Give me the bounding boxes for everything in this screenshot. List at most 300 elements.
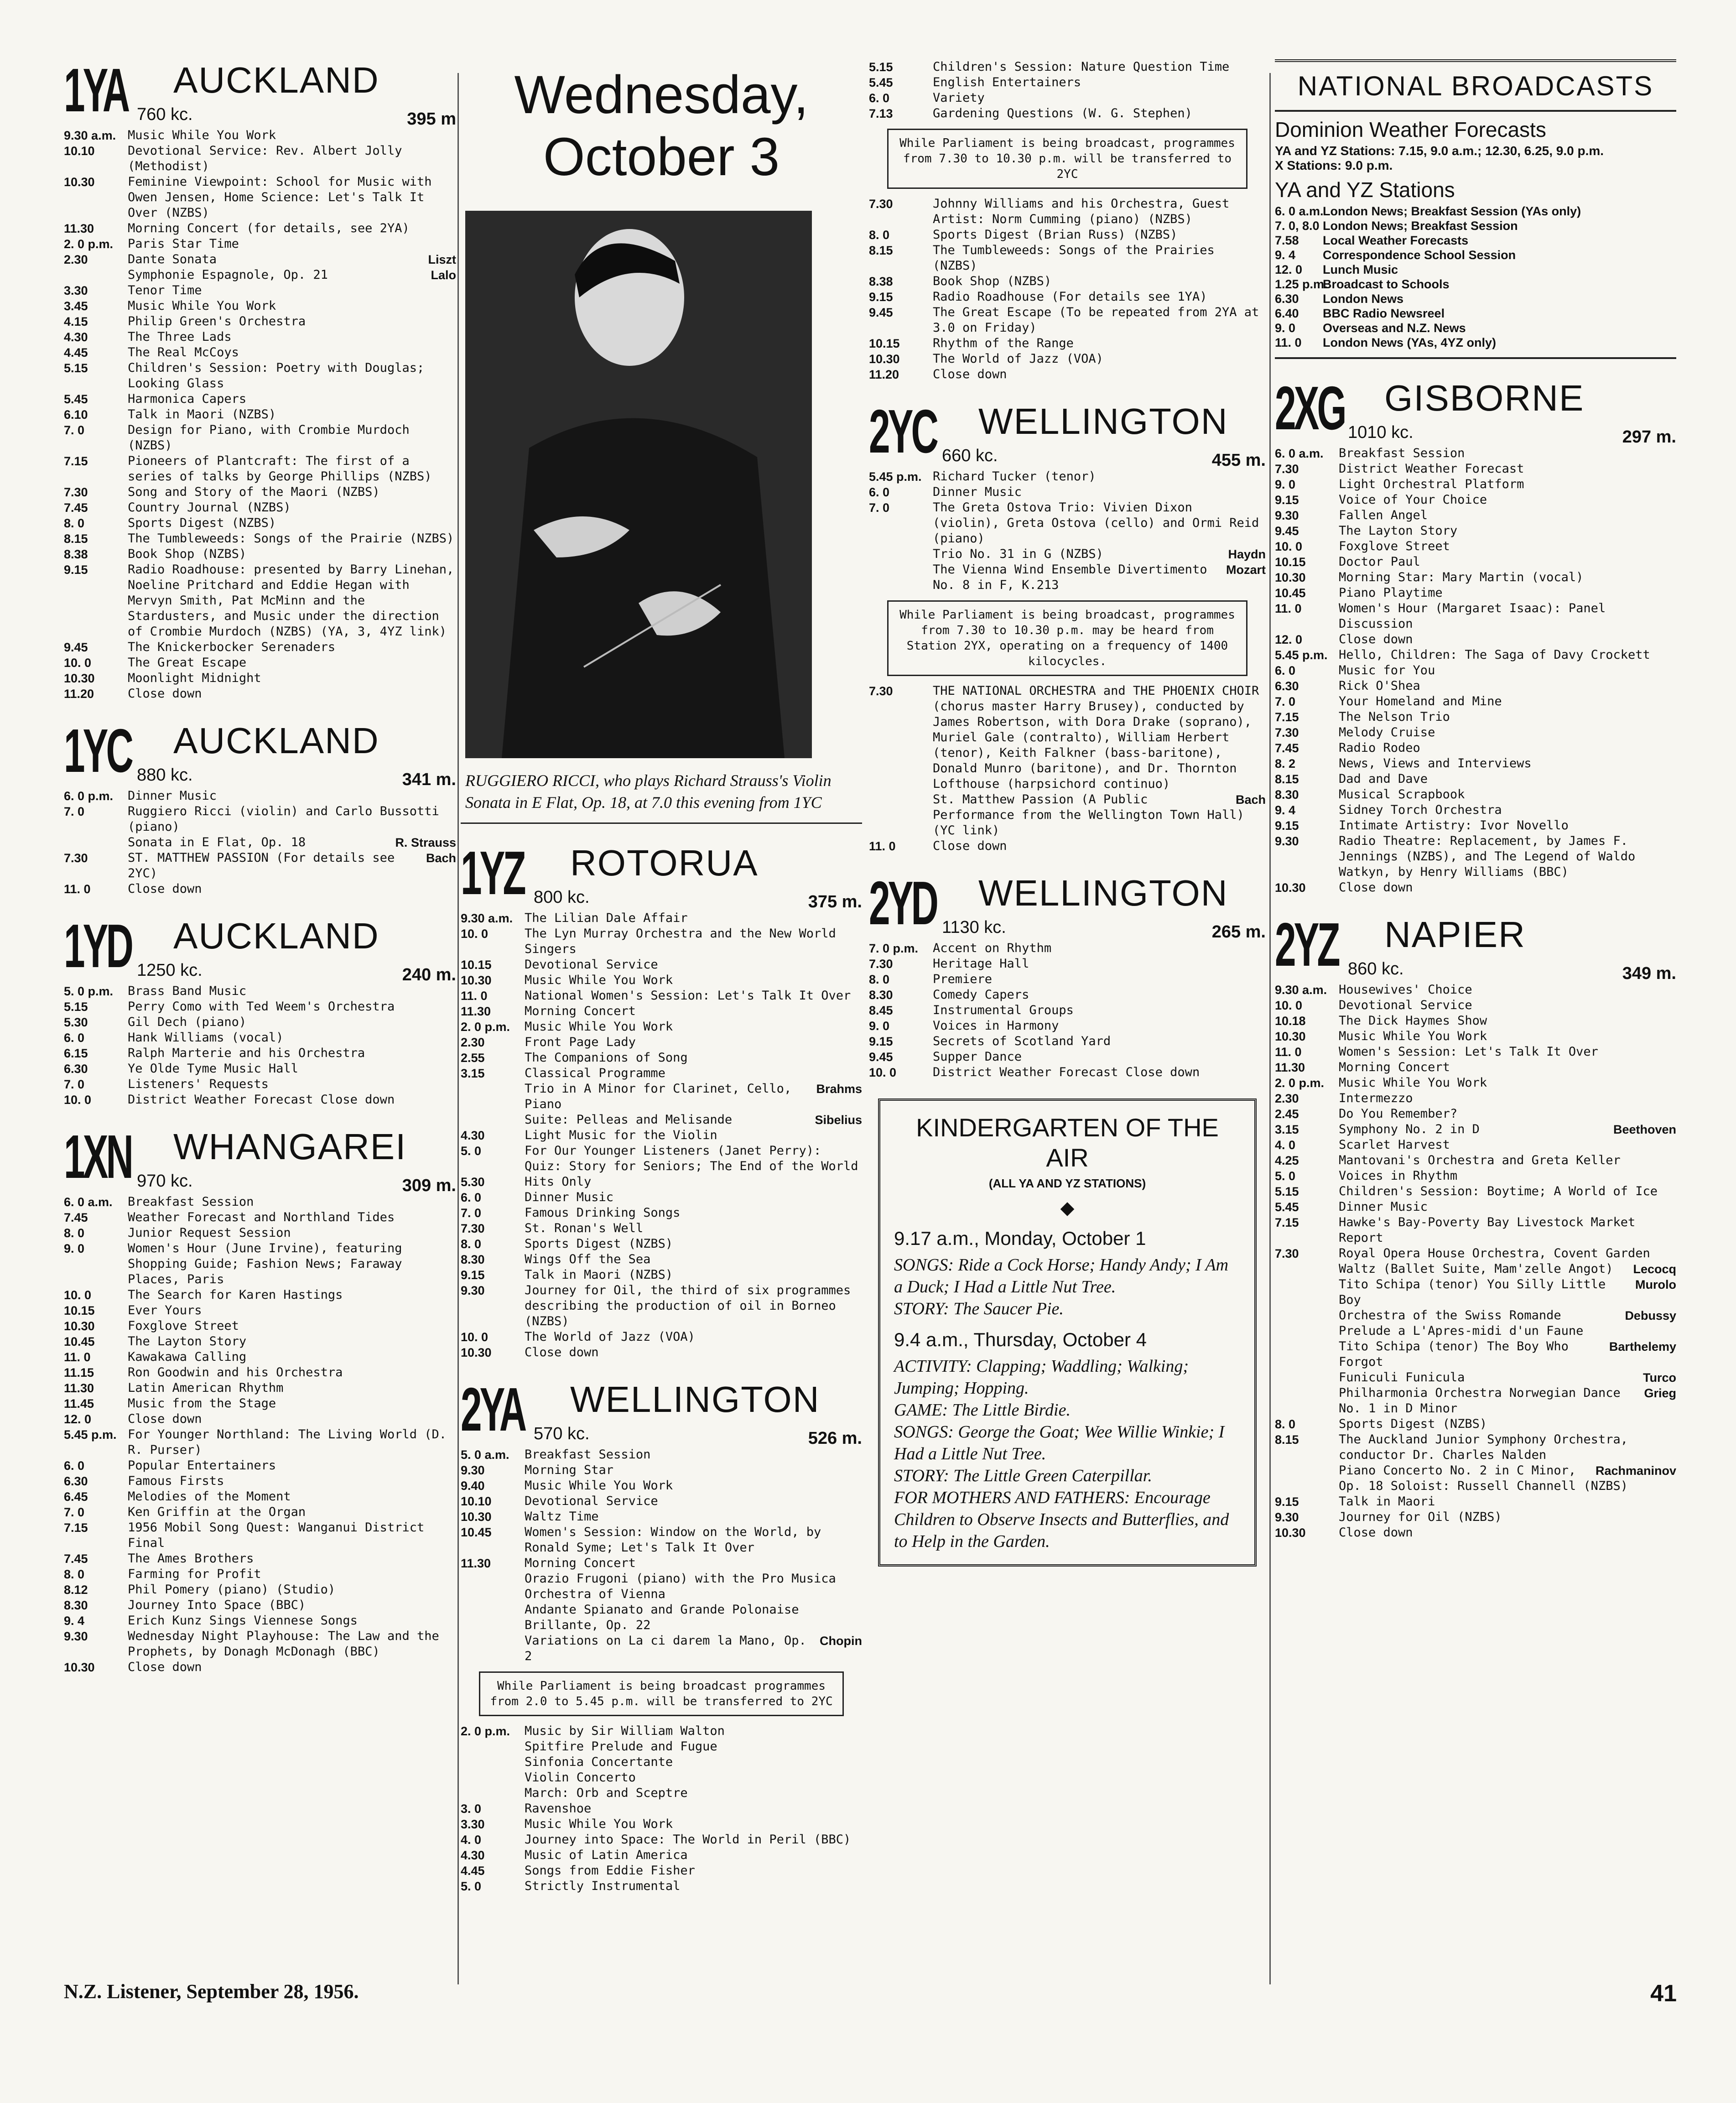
entry-programme: Piano Playtime: [1339, 586, 1443, 600]
entry-programme: Dante Sonata: [128, 252, 217, 266]
schedule-entry: [64, 1092, 456, 1108]
kindergarten-heading: 9.4 a.m., Thursday, October 4: [894, 1329, 1147, 1350]
column-3: [869, 59, 1266, 1567]
national-row: [1275, 277, 1676, 292]
schedule-entry: [869, 59, 1266, 75]
entry-programme: Perry Como with Ted Weem's Orchestra: [128, 999, 395, 1014]
entry-time: 2.30: [1275, 1092, 1299, 1105]
entry-time: 4.25: [1275, 1154, 1299, 1167]
schedule-entry: [1275, 1463, 1676, 1494]
entry-programme: Sonata in E Flat, Op. 18: [128, 835, 306, 849]
entry-time: 10.30: [1275, 1526, 1306, 1540]
schedule-entry: [64, 360, 456, 391]
schedule-entry: [64, 391, 456, 407]
entry-time: 6. 0: [869, 485, 890, 499]
callsign: 1YD: [64, 911, 131, 980]
entry-time: 6. 0: [1275, 664, 1296, 677]
schedule-entry: [1275, 1199, 1676, 1215]
schedule-entry: [64, 1077, 456, 1092]
entry-programme: Supper Dance: [933, 1050, 1022, 1064]
kindergarten-subtitle: (ALL YA AND YZ STATIONS): [988, 1176, 1146, 1190]
entry-programme: The World of Jazz (VOA): [933, 352, 1103, 366]
entry-programme: English Entertainers: [933, 75, 1081, 89]
entry-programme: The Auckland Junior Symphony Orchestra, conductor Dr. Charles Nalden: [1339, 1432, 1628, 1462]
schedule-entry: [64, 252, 456, 267]
entry-programme: Design for Piano, with Crombie Murdoch (NZBS): [128, 423, 410, 453]
schedule-entry: [869, 305, 1266, 336]
schedule-list: [869, 59, 1266, 121]
entry-time: 7.15: [1275, 710, 1299, 724]
schedule-entry: [64, 1629, 456, 1660]
schedule-entry: [64, 1061, 456, 1077]
national-row: [1275, 292, 1676, 306]
entry-programme: Mantovani's Orchestra and Greta Keller: [1339, 1153, 1621, 1167]
schedule-list: [461, 1723, 862, 1894]
entry-programme: Children's Session: Boytime; A World of Ice: [1339, 1184, 1658, 1198]
entry-time: 3.30: [461, 1817, 485, 1831]
schedule-entry: [1275, 1308, 1676, 1339]
schedule-entry: [1275, 492, 1676, 508]
kindergarten-line: GAME: The Little Birdie.: [894, 1400, 1071, 1420]
schedule-entry: [869, 274, 1266, 289]
entry-programme: Ron Goodwin and his Orchestra: [128, 1365, 343, 1379]
schedule-entry: [869, 469, 1266, 484]
schedule-entry: [461, 1252, 862, 1267]
entry-time: 7.45: [64, 1552, 88, 1566]
schedule-entry: [1275, 1044, 1676, 1060]
entry-programme: Wednesday Night Playhouse: The Law and the Prophets, by Donagh McDonagh (BBC): [128, 1629, 439, 1659]
entry-time: 11.30: [1275, 1061, 1305, 1074]
entry-programme: Tenor Time: [128, 283, 202, 297]
entry-time: 4.30: [64, 330, 88, 344]
schedule-entry: [1275, 446, 1676, 461]
entry-programme: The Nelson Trio: [1339, 710, 1450, 724]
schedule-entry: [461, 1004, 862, 1019]
national-rows: [1275, 204, 1676, 350]
entry-time: 3.15: [1275, 1123, 1299, 1136]
entry-time: 5. 0: [461, 1879, 482, 1893]
entry-programme: Close down: [128, 882, 202, 896]
station-2ya-continued: [869, 59, 1266, 382]
schedule-entry: [1275, 1075, 1676, 1091]
frequency: 760 kc.: [137, 105, 193, 124]
entry-time: 4.45: [461, 1864, 485, 1878]
kindergarten-line: STORY: The Little Green Caterpillar.: [894, 1466, 1152, 1485]
entry-programme: The Vienna Wind Ensemble Divertimento No. 8 in F, K.213: [933, 562, 1207, 592]
entry-programme: Your Homeland and Mine: [1339, 694, 1502, 708]
entry-programme: Farming for Profit: [128, 1567, 261, 1581]
entry-time: 4.30: [461, 1848, 485, 1862]
entry-programme: The Three Lads: [128, 330, 232, 344]
national-programme: London News: [1323, 292, 1403, 306]
wavelength: 309 m.: [402, 1176, 456, 1195]
schedule-entry: [64, 314, 456, 329]
page-number: 41: [1650, 1980, 1677, 2007]
entry-programme: Rick O'Shea: [1339, 679, 1420, 693]
schedule-entry: [64, 1241, 456, 1287]
entry-time: 10. 0: [64, 1093, 92, 1107]
schedule-entry: [64, 1489, 456, 1504]
schedule-list: [461, 1447, 862, 1664]
entry-programme: Junior Request Session: [128, 1226, 291, 1240]
entry-composer: Liszt: [428, 253, 456, 266]
schedule-entry: [461, 1112, 862, 1128]
schedule-entry: [1275, 1261, 1676, 1277]
entry-programme: District Weather Forecast: [1339, 462, 1524, 476]
national-programme: Broadcast to Schools: [1323, 277, 1450, 291]
schedule-entry: [461, 1205, 862, 1221]
entry-time: 7.30: [1275, 1247, 1299, 1260]
schedule-list: [1275, 446, 1676, 895]
entry-programme: Women's Session: Window on the World, by Ronald Syme; Let's Talk It Over: [525, 1525, 821, 1555]
entry-programme: Songs from Eddie Fisher: [525, 1864, 695, 1878]
entry-programme: Piano Concerto No. 2 in C Minor, Op. 18 Soloist: Russell Channell (NZBS): [1339, 1463, 1628, 1493]
schedule-entry: [461, 1525, 862, 1556]
entry-time: 9.45: [869, 306, 893, 319]
schedule-entry: [869, 227, 1266, 243]
station-1yc: [64, 716, 456, 897]
entry-programme: News, Views and Interviews: [1339, 756, 1532, 770]
national-row: [1275, 321, 1676, 335]
entry-programme: Royal Opera House Orchestra, Covent Garden: [1339, 1246, 1650, 1260]
kindergarten-line: SONGS: George the Goat; Wee Willie Winkie; I Had a Little Nut Tree.: [894, 1422, 1225, 1463]
national-time: 6.30: [1275, 292, 1299, 306]
schedule-entry: [461, 1221, 862, 1236]
entry-programme: Popular Entertainers: [128, 1458, 276, 1473]
kindergarten-box: [878, 1098, 1257, 1567]
schedule-entry: [461, 1035, 862, 1050]
entry-time: 9.30: [1275, 1510, 1299, 1524]
callsign: 1YZ: [461, 838, 524, 907]
callsign: 2YZ: [1275, 910, 1338, 979]
entry-programme: The Search for Karen Hastings: [128, 1288, 343, 1302]
schedule-entry: [1275, 694, 1676, 709]
schedule-entry: [64, 1046, 456, 1061]
schedule-entry: [64, 1613, 456, 1629]
callsign: 1XN: [64, 1122, 131, 1191]
schedule-entry: [64, 1287, 456, 1303]
entry-programme: The Tumbleweeds: Songs of the Prairie (NZBS): [128, 531, 454, 546]
entry-time: 2.55: [461, 1051, 485, 1065]
entry-programme: Music from the Stage: [128, 1396, 276, 1411]
schedule-entry: [461, 1754, 862, 1770]
entry-programme: Radio Roadhouse (For details see 1YA): [933, 290, 1207, 304]
station-1yz: [461, 838, 862, 1360]
entry-programme: Morning Star: [525, 1463, 614, 1477]
entry-programme: Music While You Work: [525, 973, 673, 987]
entry-time: 10.45: [1275, 586, 1306, 600]
entry-time: 5. 0 a.m.: [461, 1448, 509, 1462]
entry-time: 11. 0: [1275, 602, 1302, 615]
entry-programme: Devotional Service: [1339, 998, 1472, 1012]
schedule-entry: [64, 1458, 456, 1473]
diamond-icon: ◆: [1060, 1197, 1075, 1218]
entry-programme: Light Orchestral Platform: [1339, 477, 1524, 491]
entry-programme: Accent on Rhythm: [933, 941, 1052, 955]
schedule-entry: [64, 850, 456, 881]
entry-time: 6.30: [1275, 679, 1299, 693]
entry-programme: Harmonica Capers: [128, 392, 247, 406]
entry-programme: Hank Williams (vocal): [128, 1031, 284, 1045]
entry-programme: The Dick Haymes Show: [1339, 1014, 1487, 1028]
schedule-entry: [1275, 1416, 1676, 1432]
schedule-entry: [869, 547, 1266, 562]
entry-time: 10.30: [64, 175, 95, 189]
schedule-entry: [869, 367, 1266, 382]
entry-programme: Ravenshoe: [525, 1801, 592, 1816]
entry-time: 5. 0: [461, 1144, 482, 1158]
national-row: [1275, 233, 1676, 248]
entry-programme: Philip Green's Orchestra: [128, 314, 306, 328]
frequency: 570 kc.: [534, 1424, 590, 1443]
entry-programme: Morning Star: Mary Martin (vocal): [1339, 570, 1584, 584]
schedule-entry: [64, 1582, 456, 1598]
entry-programme: Close down: [128, 687, 202, 701]
schedule-entry: [461, 1817, 862, 1832]
entry-time: 10.45: [461, 1525, 492, 1539]
schedule-entry: [1275, 1370, 1676, 1385]
entry-programme: Dinner Music: [1339, 1200, 1428, 1214]
entry-programme: Light Music for the Violin: [525, 1128, 717, 1142]
entry-programme: Symphony No. 2 in D: [1339, 1122, 1480, 1136]
entry-time: 10. 0: [461, 927, 489, 941]
callsign: 2XG: [1275, 374, 1345, 442]
weather-line: YA and YZ Stations: 7.15, 9.0 a.m.; 12.30, 6.25, 9.0 p.m.: [1275, 144, 1604, 158]
entry-programme: Journey into Space: The World in Peril (BBC): [525, 1832, 851, 1847]
entry-programme: Hawke's Bay-Poverty Bay Livestock Market Report: [1339, 1215, 1636, 1245]
entry-programme: Kawakawa Calling: [128, 1350, 247, 1364]
entry-time: 10.30: [64, 1661, 95, 1674]
entry-time: 7.45: [64, 501, 88, 515]
city-name: WELLINGTON: [978, 401, 1228, 442]
entry-time: 11.30: [64, 222, 94, 235]
entry-programme: Sidney Torch Orchestra: [1339, 803, 1502, 817]
schedule-entry: [1275, 802, 1676, 818]
entry-time: 9. 0: [869, 1019, 890, 1033]
station-1yd: [64, 911, 456, 1108]
entry-programme: Voice of Your Choice: [1339, 493, 1487, 507]
entry-time: 12. 0: [64, 1412, 92, 1426]
entry-programme: Close down: [128, 1412, 202, 1426]
schedule-entry: [1275, 1029, 1676, 1044]
entry-time: 10.30: [869, 352, 900, 366]
schedule-entry: [461, 1863, 862, 1879]
entry-time: 6. 0: [869, 91, 890, 105]
schedule-entry: [1275, 1091, 1676, 1106]
schedule-entry: [869, 792, 1266, 838]
schedule-entry: [64, 283, 456, 298]
schedule-entry: [64, 1411, 456, 1427]
national-programme: London News; Breakfast Session: [1323, 219, 1518, 233]
entry-time: 10.30: [1275, 881, 1306, 895]
schedule-entry: [869, 289, 1266, 305]
entry-programme: St. Matthew Passion (A Public Performance from the Wellington Town Hall) (YC link): [933, 792, 1244, 838]
schedule-entry: [64, 1567, 456, 1582]
schedule-entry: [461, 1556, 862, 1571]
entry-time: 8. 0: [1275, 1417, 1296, 1431]
entry-composer: Brahms: [816, 1082, 862, 1096]
entry-programme: St. Ronan's Well: [525, 1221, 644, 1235]
schedule-entry: [64, 329, 456, 345]
entry-time: 9.15: [1275, 819, 1299, 833]
page-title: Wednesday, October 3: [514, 65, 809, 187]
schedule-entry: [64, 1473, 456, 1489]
entry-programme: Heritage Hall: [933, 957, 1029, 971]
entry-programme: Waltz (Ballet Suite, Mam'zelle Angot): [1339, 1262, 1613, 1276]
entry-programme: Ever Yours: [128, 1303, 202, 1317]
entry-composer: Bach: [1235, 793, 1266, 807]
schedule-entry: [1275, 818, 1676, 833]
national-time: 7. 0, 8.0: [1275, 219, 1320, 233]
national-programme: London News (YAs, 4YZ only): [1323, 336, 1497, 349]
entry-programme: Music While You Work: [128, 299, 276, 313]
entry-programme: Sports Digest (NZBS): [1339, 1417, 1487, 1431]
schedule-entry: [64, 999, 456, 1015]
national-time: 11. 0: [1275, 336, 1302, 349]
entry-programme: Funiculi Funicula: [1339, 1370, 1465, 1385]
schedule-entry: [64, 1210, 456, 1225]
entry-programme: Radio Roadhouse: presented by Barry Linehan, Noeline Pritchard and Eddie Hegan with Mervyn Smith, Pat McMinn and the Stardusters, and Music under the direction of Crombie Murdoch (NZBS) (YA, 3, 4YZ link): [128, 562, 454, 639]
entry-programme: Paris Star Time: [128, 237, 239, 251]
entry-programme: Breakfast Session: [525, 1447, 651, 1462]
entry-time: 5. 0 p.m.: [64, 984, 114, 998]
entry-time: 10.30: [461, 1346, 492, 1359]
entry-programme: Morning Concert: [525, 1556, 636, 1570]
entry-time: 6.30: [64, 1062, 88, 1076]
national-time: 6.40: [1275, 307, 1299, 320]
schedule-entry: [64, 453, 456, 484]
entry-programme: District Weather Forecast Close down: [128, 1093, 395, 1107]
entry-time: 5.45 p.m.: [869, 470, 922, 484]
schedule-entry: [64, 531, 456, 547]
schedule-entry: [1275, 771, 1676, 787]
schedule-list: [869, 941, 1266, 1080]
entry-time: 2. 0 p.m.: [461, 1020, 510, 1034]
schedule-entry: [461, 1832, 862, 1848]
entry-programme: Ken Griffin at the Organ: [128, 1505, 306, 1519]
national-row: [1275, 335, 1676, 350]
schedule-list: [869, 469, 1266, 593]
schedule-entry: [869, 956, 1266, 972]
schedule-entry: [1275, 1184, 1676, 1199]
entry-time: 9.45: [1275, 524, 1299, 538]
entry-programme: Listeners' Requests: [128, 1077, 269, 1091]
schedule-entry: [64, 1427, 456, 1458]
entry-time: 10.30: [461, 973, 492, 987]
schedule-entry: [869, 838, 1266, 854]
schedule-entry: [869, 484, 1266, 500]
schedule-entry: [64, 267, 456, 283]
schedule-entry: [64, 640, 456, 655]
publication-line: N.Z. Listener, September 28, 1956.: [64, 1980, 359, 2003]
entry-programme: Wings Off the Sea: [525, 1252, 651, 1266]
entry-programme: The Great Escape (To be repeated from 2YA at 3.0 on Friday): [933, 305, 1259, 335]
entry-programme: Devotional Service: [525, 1494, 658, 1508]
entry-programme: Brass Band Music: [128, 984, 247, 998]
frequency: 1130 kc.: [942, 918, 1006, 937]
schedule-entry: [1275, 1277, 1676, 1308]
entry-programme: The Lilian Dale Affair: [525, 911, 688, 925]
wavelength: 375 m.: [808, 892, 862, 911]
entry-programme: For Our Younger Listeners (Janet Perry): Quiz: Story for Seniors; The End of the World: [525, 1144, 858, 1173]
entry-programme: Close down: [933, 839, 1007, 853]
entry-programme: Melody Cruise: [1339, 725, 1435, 739]
schedule-entry: [64, 1015, 456, 1030]
entry-programme: Journey for Oil (NZBS): [1339, 1510, 1502, 1524]
entry-time: 8.30: [461, 1253, 485, 1266]
schedule-entry: [461, 1478, 862, 1494]
schedule-entry: [64, 1504, 456, 1520]
schedule-entry: [1275, 477, 1676, 492]
entry-programme: Weather Forecast and Northland Tides: [128, 1210, 395, 1224]
entry-programme: Close down: [1339, 880, 1413, 895]
entry-time: 9.45: [64, 640, 88, 654]
entry-time: 12. 0: [1275, 633, 1303, 646]
entry-time: 8.30: [64, 1598, 88, 1612]
national-row: [1275, 306, 1676, 321]
entry-time: 6.30: [64, 1474, 88, 1488]
schedule-entry: [64, 1551, 456, 1567]
schedule-entry: [64, 515, 456, 531]
entry-programme: Talk in Maori (NZBS): [128, 407, 276, 422]
entry-time: 3. 0: [461, 1802, 482, 1816]
entry-programme: The Greta Ostova Trio: Vivien Dixon (violin), Greta Ostova (cello) and Ormi Reid (piano): [933, 500, 1259, 546]
national-time: 1.25 p.m.: [1275, 277, 1328, 291]
national-time: 12. 0: [1275, 263, 1303, 276]
national-time: 9. 4: [1275, 248, 1296, 262]
national-programme: London News; Breakfast Session (YAs only): [1323, 204, 1581, 218]
schedule-entry: [64, 686, 456, 702]
schedule-entry: [64, 835, 456, 850]
entry-programme: Country Journal (NZBS): [128, 500, 291, 515]
entry-programme: Sinfonia Concertante: [525, 1755, 673, 1769]
schedule-entry: [869, 941, 1266, 956]
entry-programme: Morning Concert: [525, 1004, 636, 1018]
schedule-entry: [1275, 756, 1676, 771]
schedule-entry: [461, 1267, 862, 1283]
frequency: 660 kc.: [942, 446, 998, 465]
entry-programme: Variations on La ci darem la Mano, Op. 2: [525, 1634, 806, 1663]
entry-programme: Music While You Work: [525, 1817, 673, 1831]
schedule-entry: [869, 972, 1266, 987]
entry-programme: District Weather Forecast Close down: [933, 1065, 1200, 1079]
schedule-entry: [64, 500, 456, 515]
kindergarten-line: FOR MOTHERS AND FATHERS: Encourage Children to Observe Insects and Butterflies, and to Help in the Garden.: [894, 1488, 1229, 1551]
entry-time: 11. 0: [1275, 1045, 1302, 1059]
national-row: [1275, 262, 1676, 277]
entry-programme: The World of Jazz (VOA): [525, 1330, 695, 1344]
entry-time: 10.30: [461, 1510, 492, 1524]
entry-programme: Devotional Service: [525, 958, 658, 972]
entry-time: 11.20: [869, 368, 899, 381]
entry-programme: Children's Session: Nature Question Time: [933, 60, 1230, 74]
entry-time: 9. 0: [1275, 478, 1296, 491]
entry-programme: Richard Tucker (tenor): [933, 469, 1096, 484]
entry-time: 9.30: [1275, 834, 1299, 848]
schedule-entry: [64, 1030, 456, 1046]
entry-programme: Close down: [1339, 1525, 1413, 1540]
entry-time: 7. 0: [869, 501, 890, 515]
entry-programme: The Companions of Song: [525, 1051, 688, 1065]
entry-time: 2. 0 p.m.: [1275, 1076, 1325, 1090]
entry-programme: The Knickerbocker Serenaders: [128, 640, 336, 654]
entry-time: 5.15: [869, 60, 893, 74]
schedule-entry: [461, 1143, 862, 1174]
entry-time: 8. 0: [869, 973, 890, 986]
schedule-entry: [461, 1447, 862, 1463]
schedule-entry: [869, 1003, 1266, 1018]
entry-time: 11.30: [461, 1556, 491, 1570]
